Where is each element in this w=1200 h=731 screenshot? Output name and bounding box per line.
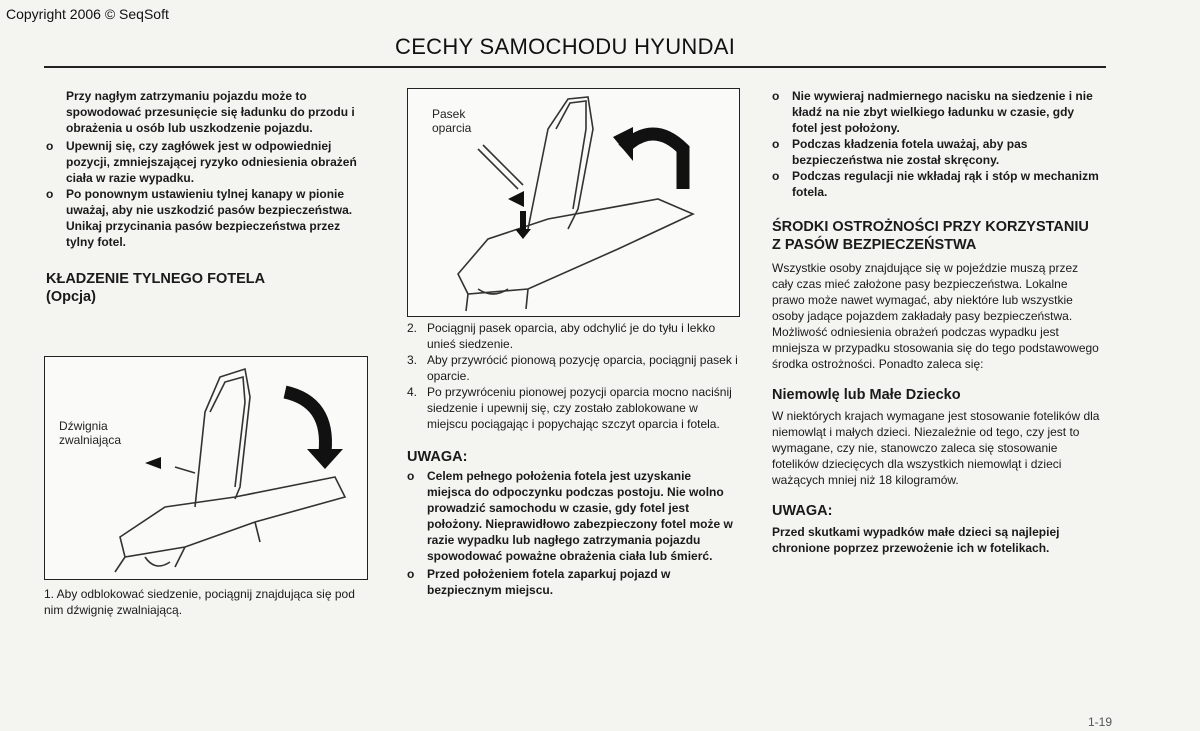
middle-column: [407, 320, 738, 598]
seat-release-figure: [44, 356, 368, 580]
warning-bullet: o Przed położeniem fotela zaparkuj pojazd w bezpiecznym miejscu.: [407, 567, 671, 597]
right-warning-title: UWAGA:: [772, 503, 833, 519]
left-bullet: o Upewnij się, czy zagłówek jest w odpowiedniej pozycji, zmniejszającej ryzyko odniesienia obrażeń ciała w razie wypadku.: [46, 139, 357, 185]
right-column: [772, 88, 1100, 556]
child-heading: Niemowlę lub Małe Dziecko: [772, 387, 961, 403]
copyright-text: Copyright 2006 © SeqSoft: [6, 6, 169, 22]
step-item: 4. Po przywróceniu pionowej pozycji oparcia mocno naciśnij siedzenie i upewnij się, czy zostało zablokowane w miejscu pociągając i popychając szczyt oparcia i fotela.: [407, 385, 732, 431]
left-bullet: o Po ponownym ustawieniu tylnej kanapy w pionie uważaj, aby nie uszkodzić pasów bezpieczeństwa. Unikaj przycinania pasów bezpieczeństwa przez tylny fotel.: [46, 187, 353, 249]
child-paragraph: W niektórych krajach wymagane jest stosowanie fotelików dla niemowląt i małych dzieci. Niezależnie od tego, czy jest to wymagane, czy nie, stanowczo zaleca się stosowanie fotelików dziecięcych dla wszystkich niemowląt i dzieci ważących mniej niż 18 kilogramów.: [772, 409, 1100, 487]
seatbelt-paragraph: Wszystkie osoby znajdujące się w pojeździe muszą przez cały czas mieć założone pasy bezpieczeństwa. Lokalne prawo może nawet wymagać, aby niektóre lub wszystkie osoby jadące pojazdem zakładały pasy bezpieczeństwa. Możliwość odniesienia obrażeń podczas wypadku jest mniejsza w przypadku stosowania się do tego podstawowego środka ostrożności. Ponadto zaleca się:: [772, 261, 1099, 371]
section-heading: KŁADZENIE TYLNEGO FOTELA (Opcja): [46, 271, 265, 305]
right-bullet: o Podczas regulacji nie wkładaj rąk i stóp w mechanizm fotela.: [772, 169, 1099, 199]
intro-paragraph: Przy nagłym zatrzymaniu pojazdu może to spowodować przesunięcie się ładunku do przodu i obrażenia u osób lub uszkodzenie pojazdu.: [66, 89, 355, 135]
warning-bullet: o Celem pełnego położenia fotela jest uzyskanie miejsca do odpoczynku podczas postoju. Nie wolno prowadzić samochodu w czasie, gdy fotel jest położony. Nieprawidłowo zabezpieczony fotel może w razie wypadku lub nagłego zatrzymania pojazdu spowodować poważne obrażenia ciała lub śmierć.: [407, 469, 733, 563]
page-number: 1-19: [1087, 715, 1112, 729]
figure-caption: 1. Aby odblokować siedzenie, pociągnij znajdująca się pod nim dźwignię zwalniającą.: [44, 587, 355, 617]
right-bullet: o Nie wywieraj nadmiernego nacisku na siedzenie i nie kładź na nie zbyt wielkiego ładunku w czasie, gdy fotel jest położony.: [772, 89, 1093, 135]
strap-label: Pasek oparcia: [432, 107, 472, 135]
step-item: 2. Pociągnij pasek oparcia, aby odchylić je do tyłu i lekko unieś siedzenie.: [407, 321, 716, 351]
seatbelt-heading: ŚRODKI OSTROŻNOŚCI PRZY KORZYSTANIU Z PASÓW BEZPIECZEŃSTWA: [772, 219, 1089, 253]
page-title: CECHY SAMOCHODU HYUNDAI: [395, 34, 736, 59]
warning-title: UWAGA:: [407, 449, 468, 465]
right-bullet: o Podczas kładzenia fotela uważaj, aby pas bezpieczeństwa nie został skręcony.: [772, 137, 1028, 167]
header-rule: [44, 66, 1106, 68]
step-item: 3. Aby przywrócić pionową pozycję oparcia, pociągnij pasek i oparcie.: [407, 353, 738, 383]
right-warning-text: Przed skutkami wypadków małe dzieci są najlepiej chronione poprzez przewożenie ich w fotelikach.: [772, 525, 1060, 555]
left-column: [46, 88, 366, 312]
backrest-strap-figure: [407, 88, 740, 317]
release-lever-label: Dźwignia zwalniająca: [59, 419, 122, 447]
